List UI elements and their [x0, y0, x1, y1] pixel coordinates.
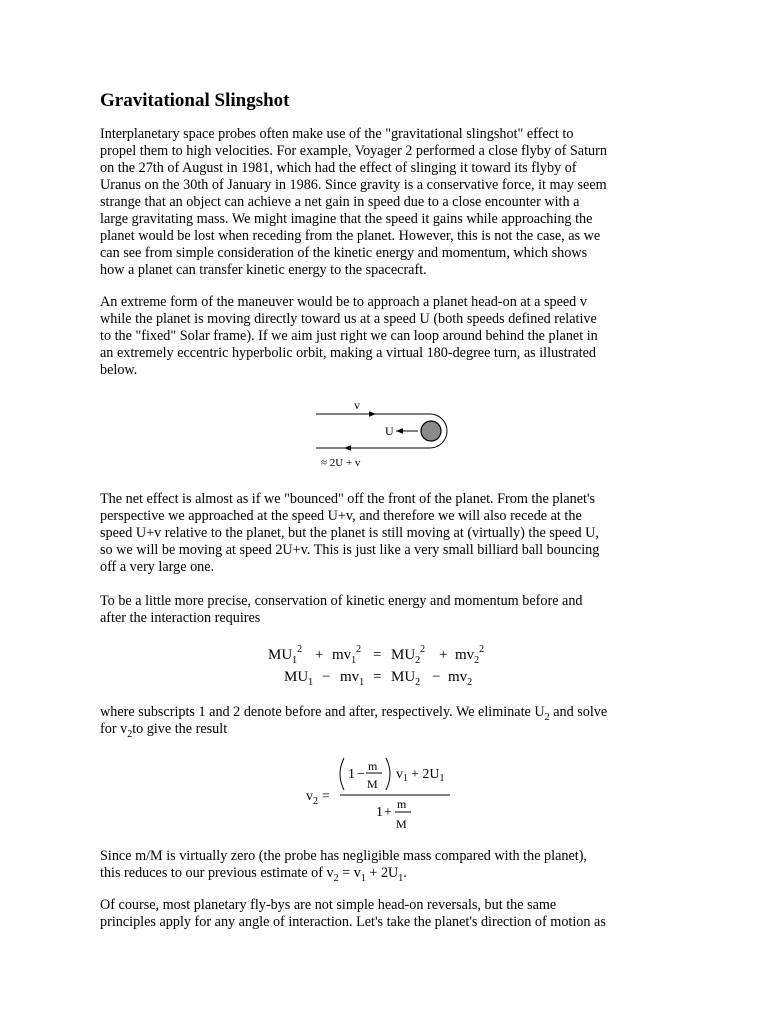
paragraph-maneuver: [100, 294, 660, 379]
svg-text:MU12 + mv12: $MU_1^2$ + $mv_1^2$ = $MU_2^2$ + $mv_2^2$: [268, 644, 485, 666]
conservation-equations: [260, 640, 510, 690]
paragraph-angles: [100, 897, 660, 931]
paragraph-conservation: [100, 593, 660, 627]
svg-text:v1+ 2U1: $v_1 + 2U_1$: [396, 767, 445, 784]
svg-text:m: m: [368, 759, 378, 773]
text-line: perspective we approached at the speed U+v, and therefore we will also recede at the: [100, 508, 582, 524]
svg-text:1: 1: [376, 805, 383, 820]
text-line: while the planet is moving directly toward us at a speed U (both speeds defined relative: [100, 311, 597, 327]
svg-text:MU1 − mv1: $MU_1$ − $mv_1$ = $MU_2$ − $mv_2$: [284, 669, 473, 688]
text-line: speed U+v relative to the planet, but the planet is still moving at (virtually) the speed U,: [100, 525, 599, 541]
text-line: how a planet can transfer kinetic energy to the spacecraft.: [100, 262, 427, 278]
text-line: To be a little more precise, conservation of kinetic energy and momentum before and: [100, 593, 583, 609]
text-line: large gravitating mass. We might imagine that the speed it gains while approaching the: [100, 211, 593, 227]
slingshot-diagram: [310, 396, 460, 472]
text-line: below.: [100, 362, 138, 378]
text-line: where subscripts 1 and 2 denote before and after, respectively. We eliminate $U_2$ and solve: [100, 704, 608, 723]
result-equation: [300, 752, 460, 834]
text-line: Of course, most planetary fly-bys are not simple head-on reversals, but the same: [100, 897, 557, 913]
svg-text:m: m: [397, 797, 407, 811]
text-line: to the "fixed" Solar frame). If we aim just right we can loop around behind the planet in: [100, 328, 598, 344]
svg-text:1: 1: [348, 767, 355, 782]
text-line: An extreme form of the maneuver would be to approach a planet head-on at a speed v: [100, 294, 587, 310]
svg-text:+: +: [384, 805, 392, 820]
text-line: off a very large one.: [100, 559, 215, 575]
text-line: on the 27th of August in 1981, which had the effect of slinging it toward its flyby of: [100, 160, 577, 176]
text-line: for $v_2to$ give the result: [100, 721, 228, 740]
svg-text:v2=: $v_2$ =: [306, 789, 330, 807]
planet-icon: [421, 421, 441, 441]
paragraph-bounce: [100, 491, 660, 576]
paragraph-intro: [100, 126, 660, 279]
text-line: Interplanetary space probes often make use of the "gravitational slingshot" effect to: [100, 126, 574, 142]
paragraph-estimate: [100, 848, 660, 882]
svg-text:−: −: [357, 767, 365, 782]
text-line: principles apply for any angle of interaction. Let's take the planet's direction of motion as: [100, 914, 606, 930]
text-line: The net effect is almost as if we "bounced" off the front of the planet. From the planet's: [100, 491, 596, 507]
diagram-label-v: v: [354, 398, 360, 412]
text-line: so we will be moving at speed 2U+v. This is just like a very small billiard ball bouncing: [100, 542, 600, 558]
paragraph-subscripts: [100, 704, 660, 738]
svg-text:M: M: [396, 817, 407, 831]
text-line: propel them to high velocities. For example, Voyager 2 performed a close flyby of Saturn: [100, 143, 607, 159]
text-line: this reduces to our previous estimate of $v_2 = v_1 + 2U_1$.: [100, 865, 407, 884]
text-line: planet would be lost when receding from the planet. However, this is not the case, as we: [100, 228, 601, 244]
text-line: after the interaction requires: [100, 610, 261, 626]
text-line: strange that an object can achieve a net gain in speed due to a close encounter with a: [100, 194, 580, 210]
text-line: can see from simple consideration of the kinetic energy and momentum, which shows: [100, 245, 588, 261]
text-line: Uranus on the 30th of January in 1986. Since gravity is a conservative force, it may seem: [100, 177, 607, 193]
text-line: Since m/M is virtually zero (the probe has negligible mass compared with the planet),: [100, 848, 587, 864]
page-title: Gravitational Slingshot: [100, 90, 290, 111]
text-line: an extremely eccentric hyperbolic orbit, making a virtual 180-degree turn, as illustrated: [100, 345, 596, 361]
svg-text:M: M: [367, 777, 378, 791]
diagram-label-result: ≈ 2U + v: [321, 457, 361, 469]
diagram-label-u: U: [385, 424, 394, 438]
